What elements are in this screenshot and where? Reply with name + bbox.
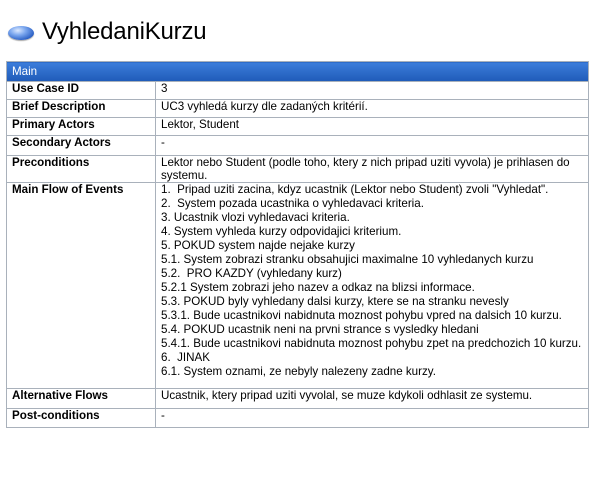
flow-line: 5.4. POKUD ucastnik neni na prvni strance s vysledky hledani — [161, 323, 479, 336]
row-label: Preconditions — [7, 156, 156, 183]
row-value: - — [156, 136, 589, 156]
table-row — [7, 100, 589, 118]
flow-line: 5.3. POKUD byly vyhledany dalsi kurzy, ktere se na stranku nevesly — [161, 295, 509, 308]
page-title-row — [8, 18, 206, 46]
flow-line: 5.4.1. Bude ucastnikovi nabidnuta moznost pohybu zpet na predchozich 10 kurzu. — [161, 337, 582, 350]
row-value: 3 — [156, 82, 589, 100]
row-label: Alternative Flows — [7, 389, 156, 409]
flow-line: 5.2.1 System zobrazi jeho nazev a odkaz na blizsi informace. — [161, 281, 475, 294]
table-row — [7, 156, 589, 183]
table-row — [7, 183, 589, 389]
flow-line: 6. JINAK — [161, 351, 210, 364]
flow-line: 2. System pozada ucastnika o vyhledavaci kriteria. — [161, 197, 424, 210]
use-case-table — [6, 61, 589, 428]
row-label: Secondary Actors — [7, 136, 156, 156]
row-value: Ucastnik, ktery pripad uziti vyvolal, se muze kdykoli odhlasit ze systemu. — [156, 389, 589, 409]
row-value: Lektor nebo Student (podle toho, ktery z nich pripad uziti vyvola) je prihlasen do systemu. — [156, 156, 589, 183]
blue-oval-bullet-icon — [8, 26, 34, 40]
row-label: Use Case ID — [7, 82, 156, 100]
row-label: Main Flow of Events — [7, 183, 156, 389]
flow-line: 3. Ucastnik vlozi vyhledavaci kriteria. — [161, 211, 350, 224]
table-row — [7, 82, 589, 100]
flow-line: 1. Pripad uziti zacina, kdyz ucastnik (Lektor nebo Student) zvoli "Vyhledat". — [161, 183, 549, 196]
flow-line: 5.2. PRO KAZDY (vyhledany kurz) — [161, 267, 342, 280]
table-row — [7, 409, 589, 428]
flow-line: 6.1. System oznami, ze nebyly nalezeny zadne kurzy. — [161, 365, 436, 378]
row-label: Post-conditions — [7, 409, 156, 428]
main-flow-value — [156, 183, 589, 389]
flow-line: 5.1. System zobrazi stranku obsahujici maximalne 10 vyhledanych kurzu — [161, 253, 534, 266]
table-row — [7, 118, 589, 136]
row-value: - — [156, 409, 589, 428]
row-label: Primary Actors — [7, 118, 156, 136]
table-row — [7, 136, 589, 156]
row-value: Lektor, Student — [156, 118, 589, 136]
page-title: VyhledaniKurzu — [42, 18, 207, 45]
flow-line: 5. POKUD system najde nejake kurzy — [161, 239, 355, 252]
row-label: Brief Description — [7, 100, 156, 118]
flow-line: 4. System vyhleda kurzy odpovidajici kriterium. — [161, 225, 402, 238]
row-value: UC3 vyhledá kurzy dle zadaných kritérií. — [156, 100, 589, 118]
section-header: Main — [7, 62, 589, 82]
table-row — [7, 389, 589, 409]
flow-line: 5.3.1. Bude ucastnikovi nabidnuta moznost pohybu vpred na dalsich 10 kurzu. — [161, 309, 562, 322]
table-header-row — [7, 62, 589, 82]
